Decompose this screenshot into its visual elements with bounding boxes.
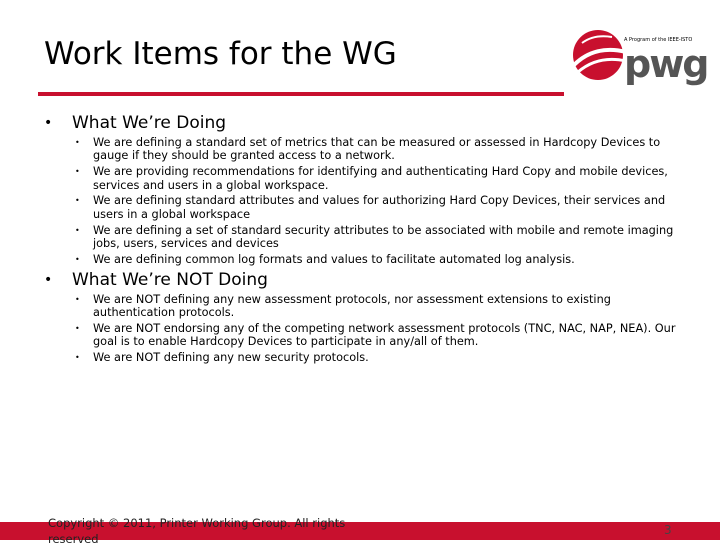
list-item [44, 293, 693, 320]
bullet: • [44, 115, 53, 131]
list-item [44, 194, 693, 221]
bullet: • [75, 323, 80, 333]
section-heading-text: What We’re NOT Doing [72, 269, 268, 290]
sub-bullet-list [44, 136, 694, 266]
title-underline [38, 92, 564, 96]
section-heading [44, 112, 694, 134]
bullet: • [75, 225, 80, 235]
sub-bullet-list [44, 293, 694, 365]
logo-tagline: A Program of the IEEE-ISTO [624, 37, 693, 43]
bullet: • [75, 353, 80, 363]
list-item-text: We are NOT defining any new assessment protocols, nor assessment extensions to existing authentication protocols. [93, 292, 611, 320]
bullet: • [75, 196, 80, 206]
footer-copyright: Copyright © 2011, Printer Working Group. All rights reserved [48, 516, 346, 546]
page-number: 3 [664, 523, 672, 537]
list-item [44, 165, 693, 192]
slide-title: Work Items for the WG [44, 36, 397, 72]
bullet: • [75, 294, 80, 304]
list-item [44, 322, 693, 349]
list-item-text: We are defining common log formats and values to facilitate automated log analysis. [93, 252, 575, 266]
pwg-logo [568, 25, 708, 86]
list-item-text: We are defining a standard set of metrics that can be measured or assessed in Hardcopy Devices to gauge if they should be granted access to a network. [93, 136, 661, 163]
slide-body [44, 112, 694, 367]
list-item-text: We are defining a set of standard security attributes to be associated with mobile and remote imaging jobs, users, services and devices [93, 223, 674, 251]
section-doing [44, 112, 694, 266]
list-item-text: We are NOT defining any new security protocols. [93, 351, 369, 365]
list-item [44, 351, 693, 364]
list-item [44, 224, 693, 251]
list-item-text: We are defining standard attributes and values for authorizing Hard Copy Devices, their services and users in a global workspace [93, 194, 666, 221]
bullet: • [44, 271, 53, 288]
logo-globe-icon [568, 25, 628, 85]
section-heading [44, 269, 694, 291]
list-item-text: We are providing recommendations for identifying and authenticating Hard Copy and mobile devices, services and users in a global workspace. [93, 165, 668, 192]
bullet: • [75, 254, 80, 264]
bullet: • [75, 138, 80, 147]
list-item-text: We are NOT endorsing any of the competing network assessment protocols (TNC, NAC, NAP, NEA). Our goal is to enable Hardcopy Devices to participate in any/all of them. [93, 321, 676, 349]
bullet: • [75, 167, 80, 177]
section-not-doing [44, 269, 694, 365]
section-heading-text: What We’re Doing [72, 113, 227, 133]
list-item [44, 253, 693, 266]
logo-wordmark: pwg [624, 42, 708, 86]
list-item [44, 136, 693, 163]
